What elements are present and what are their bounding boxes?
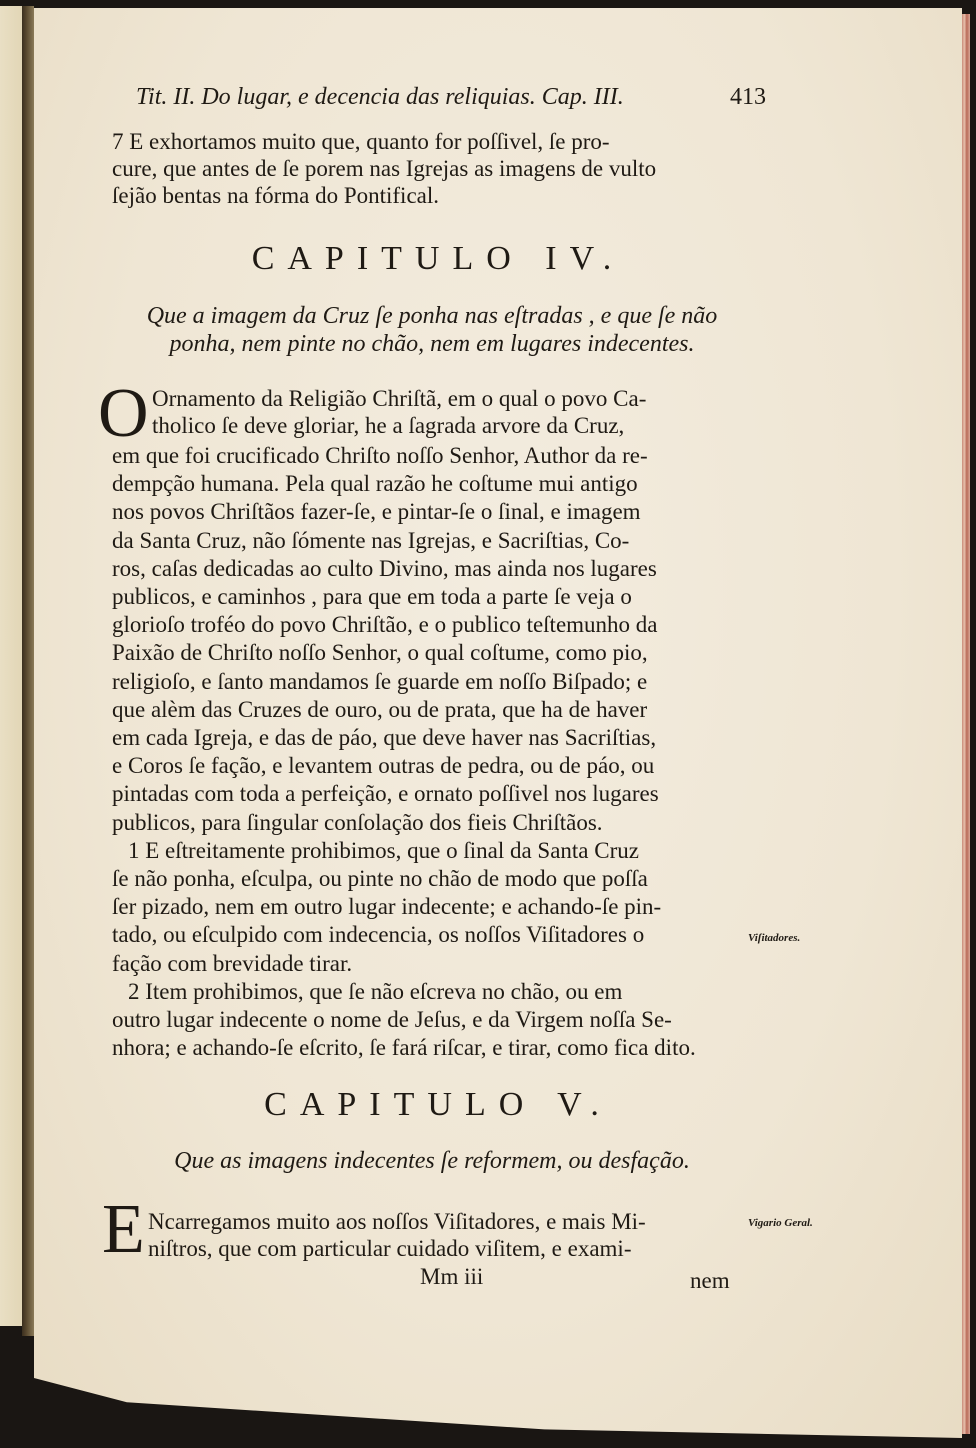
page-number: 413 [730,84,766,110]
chapter-4-first-lines [152,385,646,439]
running-head-title: Tit. II. Do lugar, e decencia das reliquias. Cap. III. [136,84,624,110]
chapter-4-heading: CAPITULO IV. [251,240,625,277]
text-line: pintadas com toda a perfeição, e ornato poſſivel nos lugares [112,781,659,807]
text-line: tado, ou eſculpido com indecencia, os noſſos Viſitadores o [112,922,645,948]
text-line: 7 E exhortamos muito que, quanto for poſſivel, ſe pro- [112,129,610,154]
text-line: nos povos Chriſtãos fazer-ſe, e pintar-ſe o ſinal, e imagem [112,499,641,525]
page-edge-red [962,14,970,1434]
text-line: dempção humana. Pela qual razão he coſtume mui antigo [112,471,638,497]
text-line: e Coros ſe fação, e levantem outras de pedra, ou de páo, ou [112,753,655,779]
signature-mark: Mm iii [420,1264,484,1289]
text-line: religioſo, e ſanto mandamos ſe guarde em noſſo Biſpado; e [112,668,648,694]
text-line: tholico ſe deve gloriar, he a ſagrada arvore da Cruz, [152,413,625,438]
text-line: 1 E eſtreitamente prohibimos, que o ſinal da Santa Cruz [128,837,639,863]
chapter-4-subtitle-2: ponha, nem pinte no chão, nem em lugares indecentes. [169,331,695,357]
chapter-5-heading: CAPITULO V. [264,1086,612,1123]
text-line: ros, caſas dedicadas ao culto Divino, mas ainda nos lugares [112,555,657,581]
text-line: cure, que antes de ſe porem nas Igrejas as imagens de vulto [112,156,657,181]
text-line: outro lugar indecente o nome de Jeſus, e da Virgem noſſa Se- [112,1007,672,1033]
text-line: Ornamento da Religião Chriſtã, em o qual o povo Ca- [152,386,647,411]
paragraph-7 [112,128,656,209]
text-line: 2 Item prohibimos, que ſe não eſcreva no chão, ou em [128,978,623,1004]
text-line: que alèm das Cruzes de ouro, ou de prata, que ha de haver [112,696,648,722]
text-line: ſejão bentas na fórma do Pontifical. [112,183,440,208]
facing-page-edge [0,6,22,1326]
chapter-5-body [148,1208,646,1262]
text-line: da Santa Cruz, não ſómente nas Igrejas, e Sacriſtias, Co- [112,527,630,553]
text-line: ſer pizado, nem em outro lugar indecente; e achando-ſe pin- [112,894,662,920]
text-line: niſtros, que com particular cuidado viſitem, e exami- [148,1236,632,1261]
book-gutter [22,6,34,1336]
text-line: nhora; e achando-ſe eſcrito, ſe fará riſcar, e tirar, como fica dito. [112,1035,696,1061]
chapter-4-body [112,442,696,1062]
text-line: publicos, para ſingular conſolação dos fieis Chriſtãos. [112,809,603,835]
text-line: ſe não ponha, eſculpa, ou pinte no chão de modo que poſſa [112,866,648,892]
text-line: em cada Igreja, e das de páo, que deve haver nas Sacriſtias, [112,725,657,751]
text-line: publicos, e caminhos , para que em toda a parte ſe veja o [112,584,632,610]
text-line: Paixão de Chriſto noſſo Senhor, o qual coſtume, como pio, [112,640,648,666]
dropcap-e: E [102,1191,145,1268]
text-line: Ncarregamos muito aos noſſos Viſitadores, e mais Mi- [148,1209,646,1234]
dropcap-o: O [98,375,149,452]
catchword: nem [690,1268,730,1293]
text-line: em que foi crucificado Chriſto noſſo Senhor, Author da re- [112,443,648,468]
margin-note-vigario-geral: Vigario Geral. [748,1217,813,1229]
running-head [136,84,766,111]
text-line: glorioſo troféo do povo Chriſtão, e o publico teſtemunho da [112,612,658,638]
chapter-4-subtitle-1: Que a imagem da Cruz ſe ponha nas eſtradas , e que ſe não [146,303,718,329]
chapter-5-subtitle: Que as imagens indecentes ſe reformem, ou desfação. [174,1148,690,1174]
margin-note-visitadores: Viſitadores. [748,932,801,944]
text-line: fação com brevidade tirar. [112,950,353,976]
